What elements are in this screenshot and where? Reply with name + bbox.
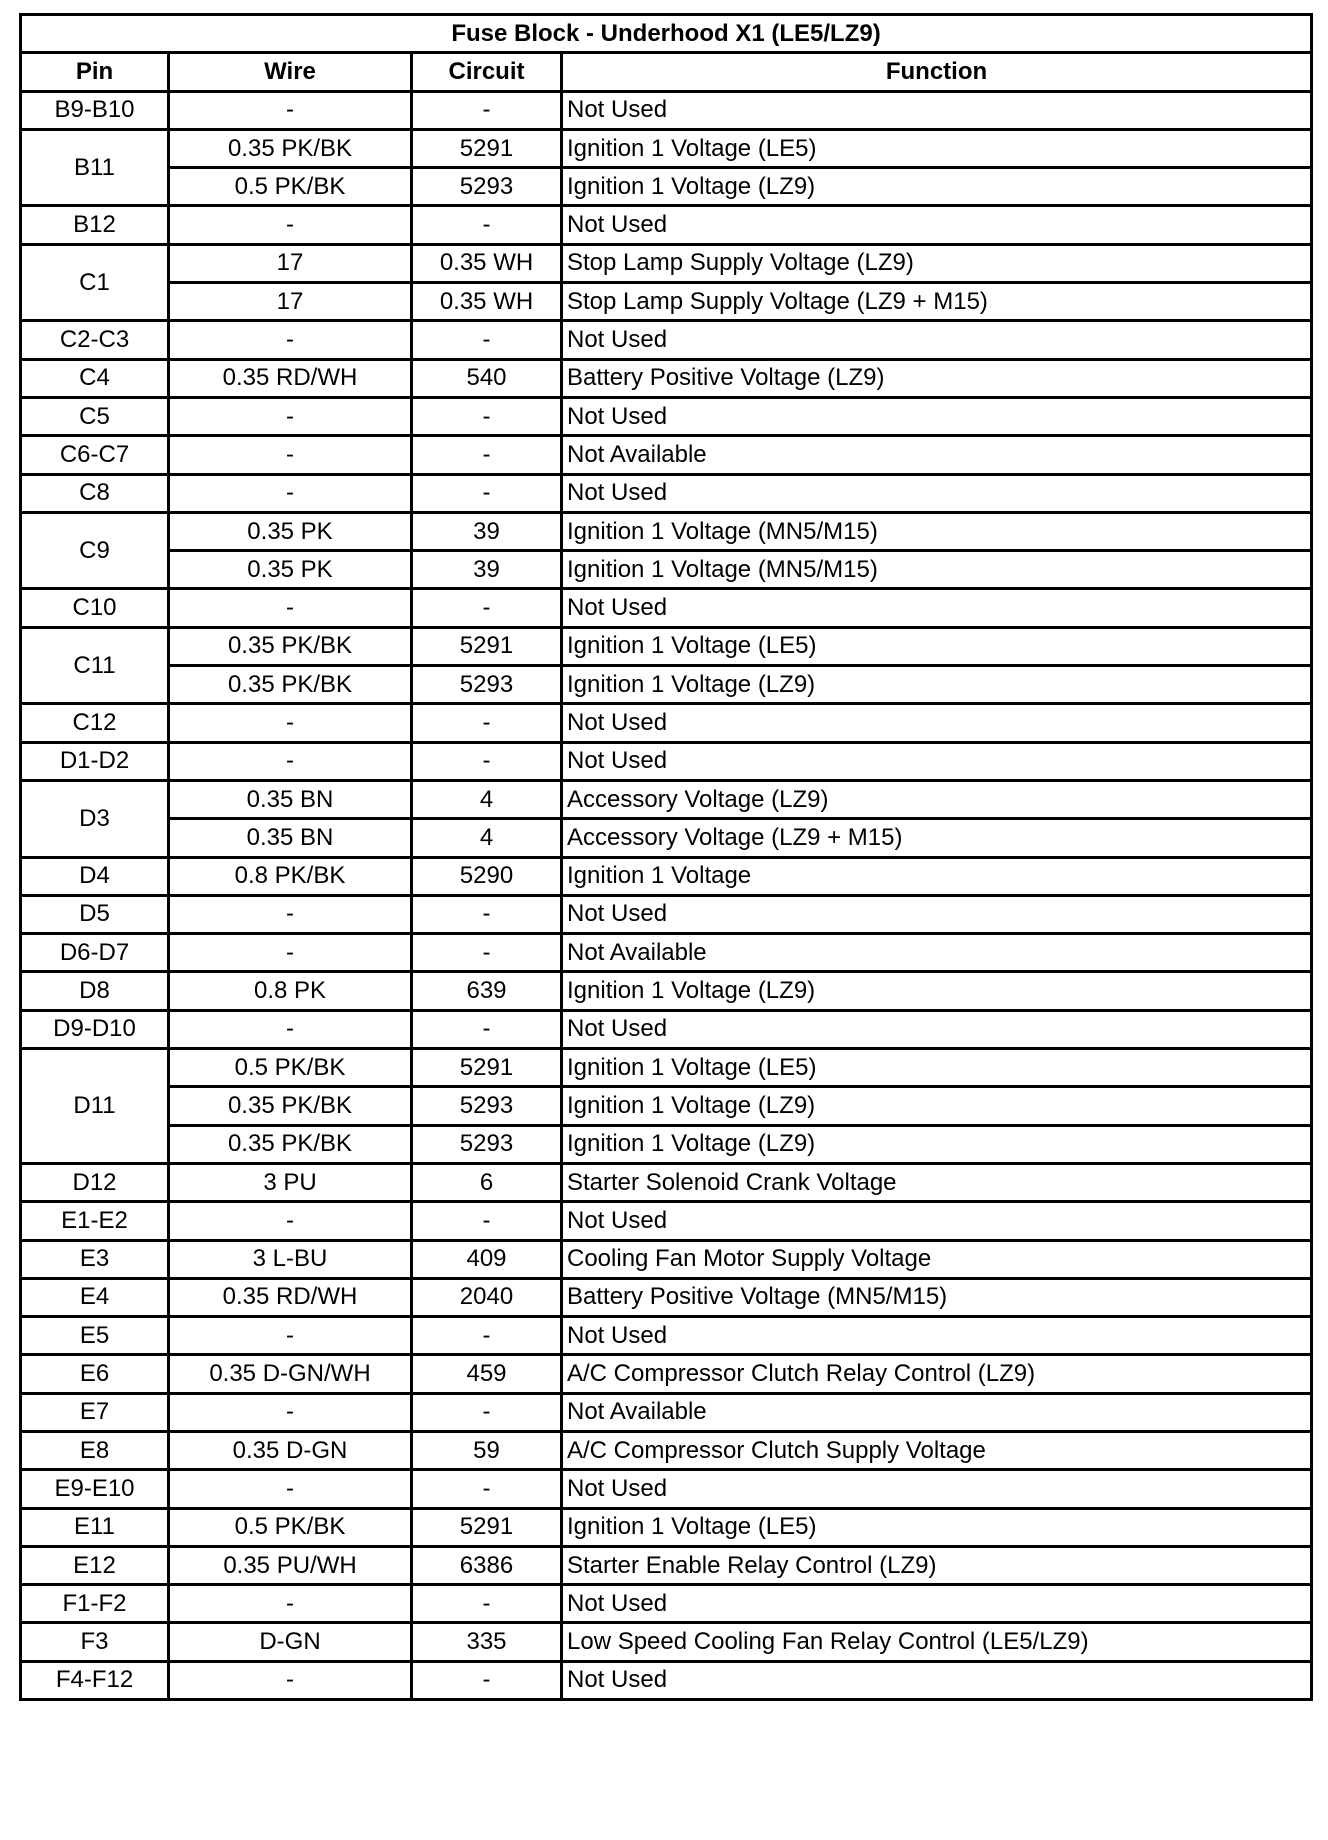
table-row [21, 895, 1312, 933]
wire-cell: - [169, 589, 412, 627]
table-row [21, 512, 1312, 550]
pin-cell: B12 [21, 206, 169, 244]
table-row [21, 359, 1312, 397]
table-row [21, 1125, 1312, 1163]
table-row [21, 436, 1312, 474]
function-cell: Cooling Fan Motor Supply Voltage [562, 1240, 1312, 1278]
table-row [21, 321, 1312, 359]
function-cell: Ignition 1 Voltage (LZ9) [562, 972, 1312, 1010]
wire-cell: 0.35 RD/WH [169, 1278, 412, 1316]
circuit-cell: 4 [412, 780, 562, 818]
header-pin: Pin [21, 53, 169, 91]
pin-cell: F3 [21, 1623, 169, 1661]
table-body [21, 91, 1312, 1699]
circuit-cell: - [412, 589, 562, 627]
table-row [21, 704, 1312, 742]
table-row [21, 934, 1312, 972]
circuit-cell: 4 [412, 819, 562, 857]
wire-cell: - [169, 321, 412, 359]
function-cell: Ignition 1 Voltage [562, 857, 1312, 895]
circuit-cell: 0.35 WH [412, 283, 562, 321]
pin-cell: E4 [21, 1278, 169, 1316]
table-row [21, 742, 1312, 780]
table-row [21, 1087, 1312, 1125]
circuit-cell: 0.35 WH [412, 244, 562, 282]
function-cell: Ignition 1 Voltage (LZ9) [562, 1125, 1312, 1163]
function-cell: Ignition 1 Voltage (LZ9) [562, 1087, 1312, 1125]
circuit-cell: 540 [412, 359, 562, 397]
circuit-cell: 5293 [412, 1087, 562, 1125]
function-cell: Not Used [562, 474, 1312, 512]
wire-cell: - [169, 397, 412, 435]
table-row [21, 1010, 1312, 1048]
circuit-cell: 5293 [412, 666, 562, 704]
pin-cell: B11 [21, 129, 169, 206]
table-row [21, 283, 1312, 321]
table-row [21, 551, 1312, 589]
circuit-cell: 5291 [412, 1049, 562, 1087]
table-row [21, 1240, 1312, 1278]
table-row [21, 1393, 1312, 1431]
table-row [21, 857, 1312, 895]
wire-cell: 0.35 PU/WH [169, 1546, 412, 1584]
pin-cell: D4 [21, 857, 169, 895]
table-row [21, 397, 1312, 435]
wire-cell: - [169, 1661, 412, 1699]
circuit-cell: - [412, 742, 562, 780]
circuit-cell: - [412, 1585, 562, 1623]
wire-cell: 0.35 PK/BK [169, 1125, 412, 1163]
wire-cell: 0.5 PK/BK [169, 1049, 412, 1087]
circuit-cell: - [412, 1661, 562, 1699]
pin-cell: C8 [21, 474, 169, 512]
table-row [21, 1546, 1312, 1584]
table-row [21, 1431, 1312, 1469]
function-cell: Accessory Voltage (LZ9 + M15) [562, 819, 1312, 857]
circuit-cell: 639 [412, 972, 562, 1010]
circuit-cell: - [412, 206, 562, 244]
wire-cell: 0.35 PK [169, 551, 412, 589]
table-row [21, 666, 1312, 704]
pin-cell: F1-F2 [21, 1585, 169, 1623]
table-row [21, 1355, 1312, 1393]
function-cell: Low Speed Cooling Fan Relay Control (LE5/LZ9) [562, 1623, 1312, 1661]
pin-cell: E3 [21, 1240, 169, 1278]
wire-cell: - [169, 934, 412, 972]
table-row [21, 972, 1312, 1010]
function-cell: Not Used [562, 1470, 1312, 1508]
pin-cell: E7 [21, 1393, 169, 1431]
function-cell: Ignition 1 Voltage (LE5) [562, 1049, 1312, 1087]
pin-cell: C11 [21, 627, 169, 704]
pin-cell: C5 [21, 397, 169, 435]
circuit-cell: 409 [412, 1240, 562, 1278]
wire-cell: - [169, 474, 412, 512]
function-cell: Not Available [562, 1393, 1312, 1431]
wire-cell: 0.35 PK/BK [169, 1087, 412, 1125]
wire-cell: 17 [169, 244, 412, 282]
function-cell: Not Available [562, 436, 1312, 474]
function-cell: Ignition 1 Voltage (LZ9) [562, 666, 1312, 704]
table-row [21, 589, 1312, 627]
wire-cell: 0.35 PK/BK [169, 627, 412, 665]
wire-cell: 0.35 BN [169, 819, 412, 857]
wire-cell: - [169, 1585, 412, 1623]
circuit-cell: 2040 [412, 1278, 562, 1316]
function-cell: Ignition 1 Voltage (MN5/M15) [562, 551, 1312, 589]
header-function: Function [562, 53, 1312, 91]
circuit-cell: 5293 [412, 168, 562, 206]
pin-cell: D3 [21, 780, 169, 857]
table-row [21, 244, 1312, 282]
wire-cell: - [169, 1010, 412, 1048]
function-cell: A/C Compressor Clutch Supply Voltage [562, 1431, 1312, 1469]
circuit-cell: 5293 [412, 1125, 562, 1163]
circuit-cell: - [412, 934, 562, 972]
circuit-cell: 5291 [412, 627, 562, 665]
pin-cell: D5 [21, 895, 169, 933]
function-cell: Ignition 1 Voltage (LZ9) [562, 168, 1312, 206]
pin-cell: D9-D10 [21, 1010, 169, 1048]
circuit-cell: - [412, 1470, 562, 1508]
pin-cell: E8 [21, 1431, 169, 1469]
wire-cell: 0.35 PK [169, 512, 412, 550]
wire-cell: 0.8 PK/BK [169, 857, 412, 895]
wire-cell: - [169, 1393, 412, 1431]
circuit-cell: - [412, 397, 562, 435]
pin-cell: C9 [21, 512, 169, 589]
pin-cell: C2-C3 [21, 321, 169, 359]
function-cell: Starter Solenoid Crank Voltage [562, 1163, 1312, 1201]
function-cell: Stop Lamp Supply Voltage (LZ9) [562, 244, 1312, 282]
function-cell: Stop Lamp Supply Voltage (LZ9 + M15) [562, 283, 1312, 321]
function-cell: Not Used [562, 895, 1312, 933]
wire-cell: - [169, 206, 412, 244]
header-wire: Wire [169, 53, 412, 91]
function-cell: A/C Compressor Clutch Relay Control (LZ9) [562, 1355, 1312, 1393]
circuit-cell: 6386 [412, 1546, 562, 1584]
pin-cell: D1-D2 [21, 742, 169, 780]
table-title-row [21, 15, 1312, 53]
pin-cell: C1 [21, 244, 169, 321]
table-row [21, 1623, 1312, 1661]
header-row [21, 53, 1312, 91]
circuit-cell: - [412, 1317, 562, 1355]
pin-cell: D6-D7 [21, 934, 169, 972]
function-cell: Not Used [562, 397, 1312, 435]
wire-cell: - [169, 1202, 412, 1240]
table-row [21, 1278, 1312, 1316]
circuit-cell: - [412, 321, 562, 359]
wire-cell: 0.35 D-GN/WH [169, 1355, 412, 1393]
table-row [21, 1202, 1312, 1240]
function-cell: Not Used [562, 1202, 1312, 1240]
function-cell: Ignition 1 Voltage (LE5) [562, 1508, 1312, 1546]
table-row [21, 206, 1312, 244]
wire-cell: 0.35 BN [169, 780, 412, 818]
circuit-cell: - [412, 474, 562, 512]
circuit-cell: 459 [412, 1355, 562, 1393]
pin-cell: E5 [21, 1317, 169, 1355]
table-row [21, 1049, 1312, 1087]
table-row [21, 168, 1312, 206]
function-cell: Battery Positive Voltage (MN5/M15) [562, 1278, 1312, 1316]
wire-cell: 0.35 PK/BK [169, 129, 412, 167]
header-circuit: Circuit [412, 53, 562, 91]
function-cell: Ignition 1 Voltage (MN5/M15) [562, 512, 1312, 550]
wire-cell: 0.5 PK/BK [169, 168, 412, 206]
table-row [21, 91, 1312, 129]
circuit-cell: 39 [412, 551, 562, 589]
circuit-cell: 59 [412, 1431, 562, 1469]
table-row [21, 129, 1312, 167]
table-row [21, 780, 1312, 818]
pin-cell: C10 [21, 589, 169, 627]
table-row [21, 474, 1312, 512]
circuit-cell: - [412, 895, 562, 933]
wire-cell: - [169, 895, 412, 933]
circuit-cell: 6 [412, 1163, 562, 1201]
wire-cell: - [169, 704, 412, 742]
wire-cell: D-GN [169, 1623, 412, 1661]
function-cell: Not Used [562, 321, 1312, 359]
table-row [21, 1317, 1312, 1355]
function-cell: Battery Positive Voltage (LZ9) [562, 359, 1312, 397]
wire-cell: - [169, 1317, 412, 1355]
wire-cell: 3 L-BU [169, 1240, 412, 1278]
circuit-cell: - [412, 1010, 562, 1048]
pin-cell: C4 [21, 359, 169, 397]
table-row [21, 819, 1312, 857]
function-cell: Not Used [562, 1585, 1312, 1623]
circuit-cell: - [412, 704, 562, 742]
circuit-cell: - [412, 436, 562, 474]
pin-cell: E11 [21, 1508, 169, 1546]
pin-cell: C6-C7 [21, 436, 169, 474]
circuit-cell: - [412, 1202, 562, 1240]
pin-table [19, 13, 1313, 1701]
table-row [21, 1585, 1312, 1623]
function-cell: Ignition 1 Voltage (LE5) [562, 627, 1312, 665]
table-row [21, 1163, 1312, 1201]
function-cell: Not Used [562, 704, 1312, 742]
function-cell: Not Used [562, 589, 1312, 627]
wire-cell: 0.35 D-GN [169, 1431, 412, 1469]
wire-cell: - [169, 1470, 412, 1508]
function-cell: Not Used [562, 1010, 1312, 1048]
pin-cell: F4-F12 [21, 1661, 169, 1699]
function-cell: Not Available [562, 934, 1312, 972]
table-row [21, 1508, 1312, 1546]
circuit-cell: 5291 [412, 1508, 562, 1546]
wire-cell: 0.8 PK [169, 972, 412, 1010]
function-cell: Not Used [562, 91, 1312, 129]
function-cell: Accessory Voltage (LZ9) [562, 780, 1312, 818]
circuit-cell: 5291 [412, 129, 562, 167]
circuit-cell: 39 [412, 512, 562, 550]
circuit-cell: 5290 [412, 857, 562, 895]
wire-cell: 3 PU [169, 1163, 412, 1201]
wire-cell: 0.35 PK/BK [169, 666, 412, 704]
table-title: Fuse Block - Underhood X1 (LE5/LZ9) [21, 15, 1312, 53]
wire-cell: - [169, 742, 412, 780]
wire-cell: 0.35 RD/WH [169, 359, 412, 397]
circuit-cell: - [412, 1393, 562, 1431]
pin-cell: E6 [21, 1355, 169, 1393]
pin-cell: D12 [21, 1163, 169, 1201]
function-cell: Not Used [562, 1317, 1312, 1355]
table-row [21, 1661, 1312, 1699]
table-row [21, 627, 1312, 665]
pin-cell: E1-E2 [21, 1202, 169, 1240]
wire-cell: - [169, 91, 412, 129]
wire-cell: 0.5 PK/BK [169, 1508, 412, 1546]
function-cell: Not Used [562, 742, 1312, 780]
pin-cell: E9-E10 [21, 1470, 169, 1508]
circuit-cell: - [412, 91, 562, 129]
circuit-cell: 335 [412, 1623, 562, 1661]
function-cell: Not Used [562, 206, 1312, 244]
pin-cell: B9-B10 [21, 91, 169, 129]
table-row [21, 1470, 1312, 1508]
pin-cell: D11 [21, 1049, 169, 1164]
function-cell: Starter Enable Relay Control (LZ9) [562, 1546, 1312, 1584]
pin-cell: E12 [21, 1546, 169, 1584]
pin-cell: C12 [21, 704, 169, 742]
wire-cell: 17 [169, 283, 412, 321]
wire-cell: - [169, 436, 412, 474]
pin-cell: D8 [21, 972, 169, 1010]
function-cell: Not Used [562, 1661, 1312, 1699]
function-cell: Ignition 1 Voltage (LE5) [562, 129, 1312, 167]
